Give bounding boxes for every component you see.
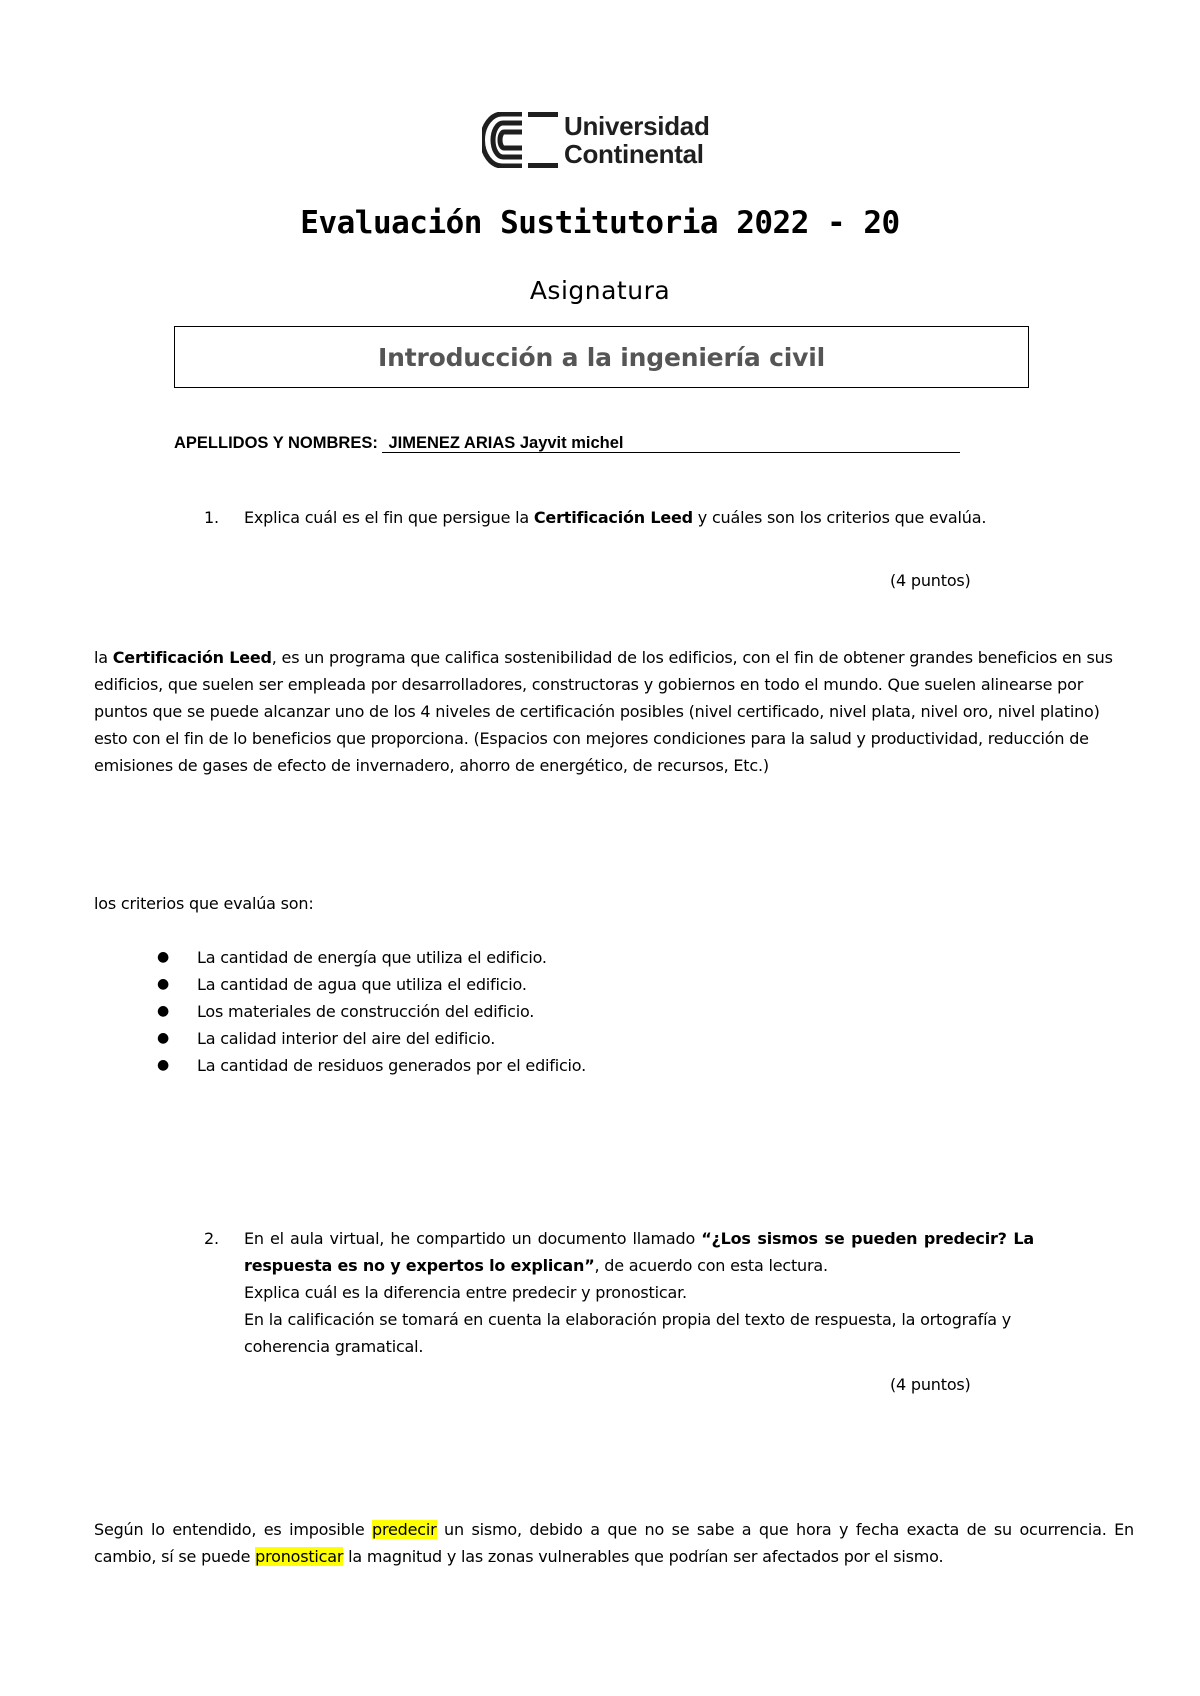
criteria-label: los criterios que evalúa son: — [94, 894, 314, 913]
question-2-line-2: Explica cuál es la diferencia entre predecir y pronosticar. — [244, 1283, 687, 1302]
question-1-points: (4 puntos) — [890, 571, 971, 590]
criteria-item-text: Los materiales de construcción del edificio. — [197, 1002, 535, 1021]
university-logo — [482, 112, 742, 168]
answer-2-part-1: Según lo entendido, es imposible — [94, 1520, 373, 1539]
bullet-icon: ● — [157, 1030, 170, 1046]
criteria-item-text: La cantidad de residuos generados por el edificio. — [197, 1056, 586, 1075]
question-1-text-b: y cuáles son los criterios que evalúa. — [692, 508, 987, 527]
criteria-item-text: La cantidad de energía que utiliza el edificio. — [197, 948, 547, 967]
question-2-line-1 — [244, 1225, 1034, 1279]
question-1-number: 1. — [204, 508, 219, 527]
bullet-icon: ● — [157, 1003, 170, 1019]
answer-1-paragraph — [94, 644, 1114, 779]
question-2-points: (4 puntos) — [890, 1375, 971, 1394]
question-2-line-3: En la calificación se tomará en cuenta la elaboración propia del texto de respuesta, la ortografía y coherencia gramatical. — [244, 1310, 1012, 1356]
highlight-predecir: predecir — [372, 1520, 437, 1539]
list-item — [157, 998, 586, 1025]
highlight-pronosticar: pronosticar — [255, 1547, 344, 1566]
question-1-text-a: Explica cuál es el fin que persigue la — [244, 508, 534, 527]
subject-box — [174, 326, 1029, 388]
list-item — [157, 944, 586, 971]
exam-title: Evaluación Sustitutoria 2022 - 20 — [300, 205, 900, 241]
criteria-item-text: La cantidad de agua que utiliza el edificio. — [197, 975, 527, 994]
bullet-icon: ● — [157, 949, 170, 965]
list-item — [157, 971, 586, 998]
subject-name: Introducción a la ingeniería civil — [378, 342, 825, 372]
question-1-bold: Certificación Leed — [533, 508, 693, 527]
answer-1-body: , es un programa que califica sostenibilidad de los edificios, con el fin de obtener grandes beneficios en sus edificios, que suelen ser empleada por desarrolladores, constructoras y gobiernos en todo el mundo. Que suelen alinearse por puntos que se puede alcanzar uno de los 4 niveles de certificación posibles (nivel certificado, nivel plata, nivel oro, nivel platino) esto con el fin de lo beneficios que proporciona. (Espacios con mejores condiciones para la salud y productividad, reducción de emisiones de gases de efecto de invernadero, ahorro de energético, de recursos, Etc.) — [94, 648, 1113, 775]
answer-2-part-2: un sismo, debido a que no se sabe a que hora y fecha exacta de su ocurrencia. En cambio, sí se puede — [94, 1520, 1134, 1566]
bullet-icon: ● — [157, 976, 170, 992]
bullet-icon: ● — [157, 1057, 170, 1073]
question-2-number: 2. — [204, 1229, 219, 1248]
question-1 — [204, 504, 1044, 564]
logo-line-1: Universidad — [564, 111, 710, 141]
student-label: APELLIDOS Y NOMBRES: — [174, 434, 378, 452]
student-line — [174, 434, 960, 453]
question-2-text-a: En el aula virtual, he compartido un documento llamado — [244, 1229, 702, 1248]
criteria-list — [157, 944, 586, 1079]
student-name: JIMENEZ ARIAS Jayvit michel — [382, 434, 960, 453]
answer-1-lead: la — [94, 648, 113, 667]
subject-label: Asignatura — [529, 276, 671, 305]
list-item — [157, 1025, 586, 1052]
question-1-text — [244, 504, 1034, 531]
logo-wordmark — [564, 112, 710, 168]
answer-1-bold: Certificación Leed — [112, 648, 272, 667]
question-2-bold: “¿Los sismos se pueden predecir? La respuesta es no y expertos lo explican” — [244, 1229, 1034, 1275]
list-item — [157, 1052, 586, 1079]
question-2-text — [244, 1225, 1034, 1360]
continental-c-logo-icon — [482, 112, 562, 168]
answer-2-paragraph — [94, 1516, 1134, 1570]
criteria-item-text: La calidad interior del aire del edificio. — [197, 1029, 496, 1048]
logo-line-2: Continental — [564, 139, 704, 169]
question-2 — [204, 1225, 1044, 1365]
question-2-text-b: , de acuerdo con esta lectura. — [594, 1256, 828, 1275]
answer-2-part-3: la magnitud y las zonas vulnerables que podrían ser afectados por el sismo. — [343, 1547, 944, 1566]
